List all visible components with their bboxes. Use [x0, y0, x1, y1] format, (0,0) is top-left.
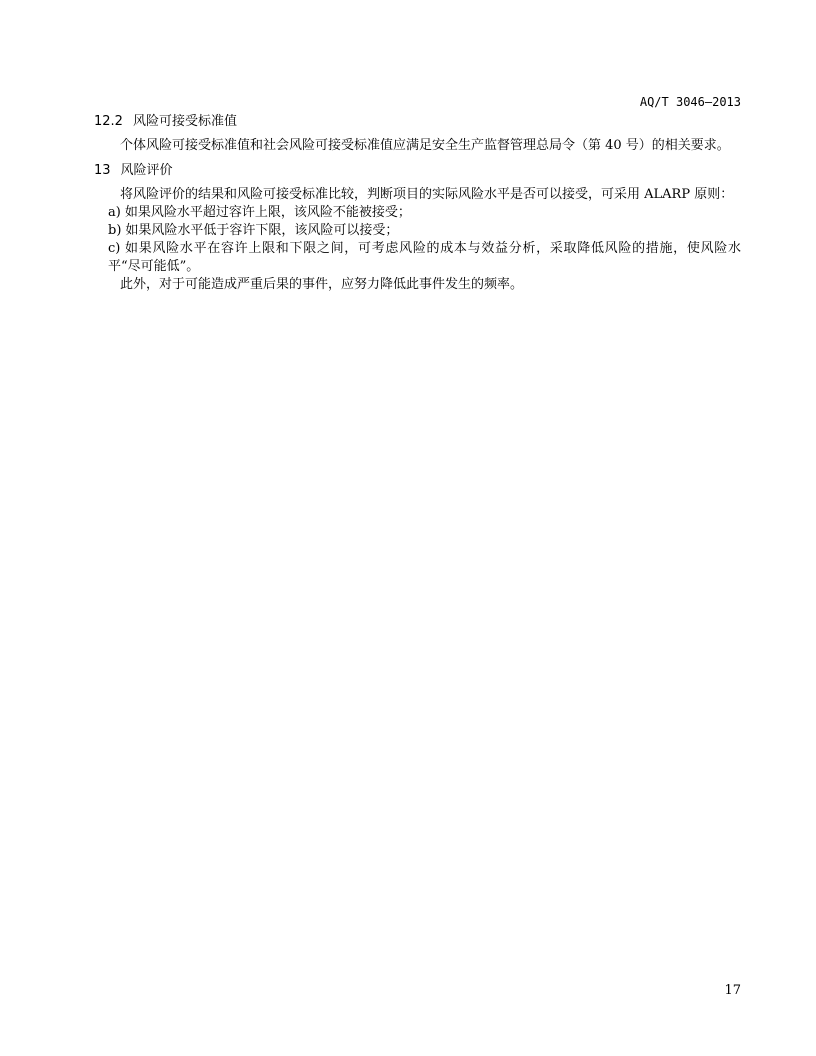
section-13-intro: 将风险评价的结果和风险可接受标准比较，判断项目的实际风险水平是否可以接受，可采用 ALARP 原则： — [120, 187, 734, 202]
section-13-heading — [94, 162, 741, 180]
section-12-2-title: 风险可接受标准值 — [132, 114, 237, 129]
list-item-a-label: a) — [108, 205, 121, 220]
list-item-a-text: 如果风险水平超过容许上限，该风险不能被接受； — [124, 205, 411, 220]
list-item-b-label: b) — [108, 223, 122, 238]
section-13-number: 13 — [94, 163, 111, 178]
list-item-c — [94, 240, 741, 276]
list-item-b-text: 如果风险水平低于容许下限，该风险可以接受； — [125, 223, 399, 238]
list-item-b — [94, 222, 741, 240]
list-item-c-label: c) — [108, 241, 121, 256]
section-13-title: 风险评价 — [120, 163, 173, 178]
standard-code-header: AQ/T 3046—2013 — [639, 95, 741, 109]
list-item-c-text: 如果风险水平在容许上限和下限之间，可考虑风险的成本与效益分析，采取降低风险的措施，使风险水平“尽可能低”。 — [108, 241, 741, 274]
section-12-2-number: 12.2 — [94, 114, 123, 129]
section-12-2-heading — [94, 113, 741, 131]
page-number: 17 — [724, 983, 741, 998]
section-13-closing: 此外，对于可能造成严重后果的事件，应努力降低此事件发生的频率。 — [120, 277, 524, 292]
section-12-2-paragraph: 个体风险可接受标准值和社会风险可接受标准值应满足安全生产监督管理总局令（第 40 号）的相关要求。 — [120, 138, 730, 153]
document-body — [94, 113, 741, 294]
list-item-a — [94, 204, 741, 222]
